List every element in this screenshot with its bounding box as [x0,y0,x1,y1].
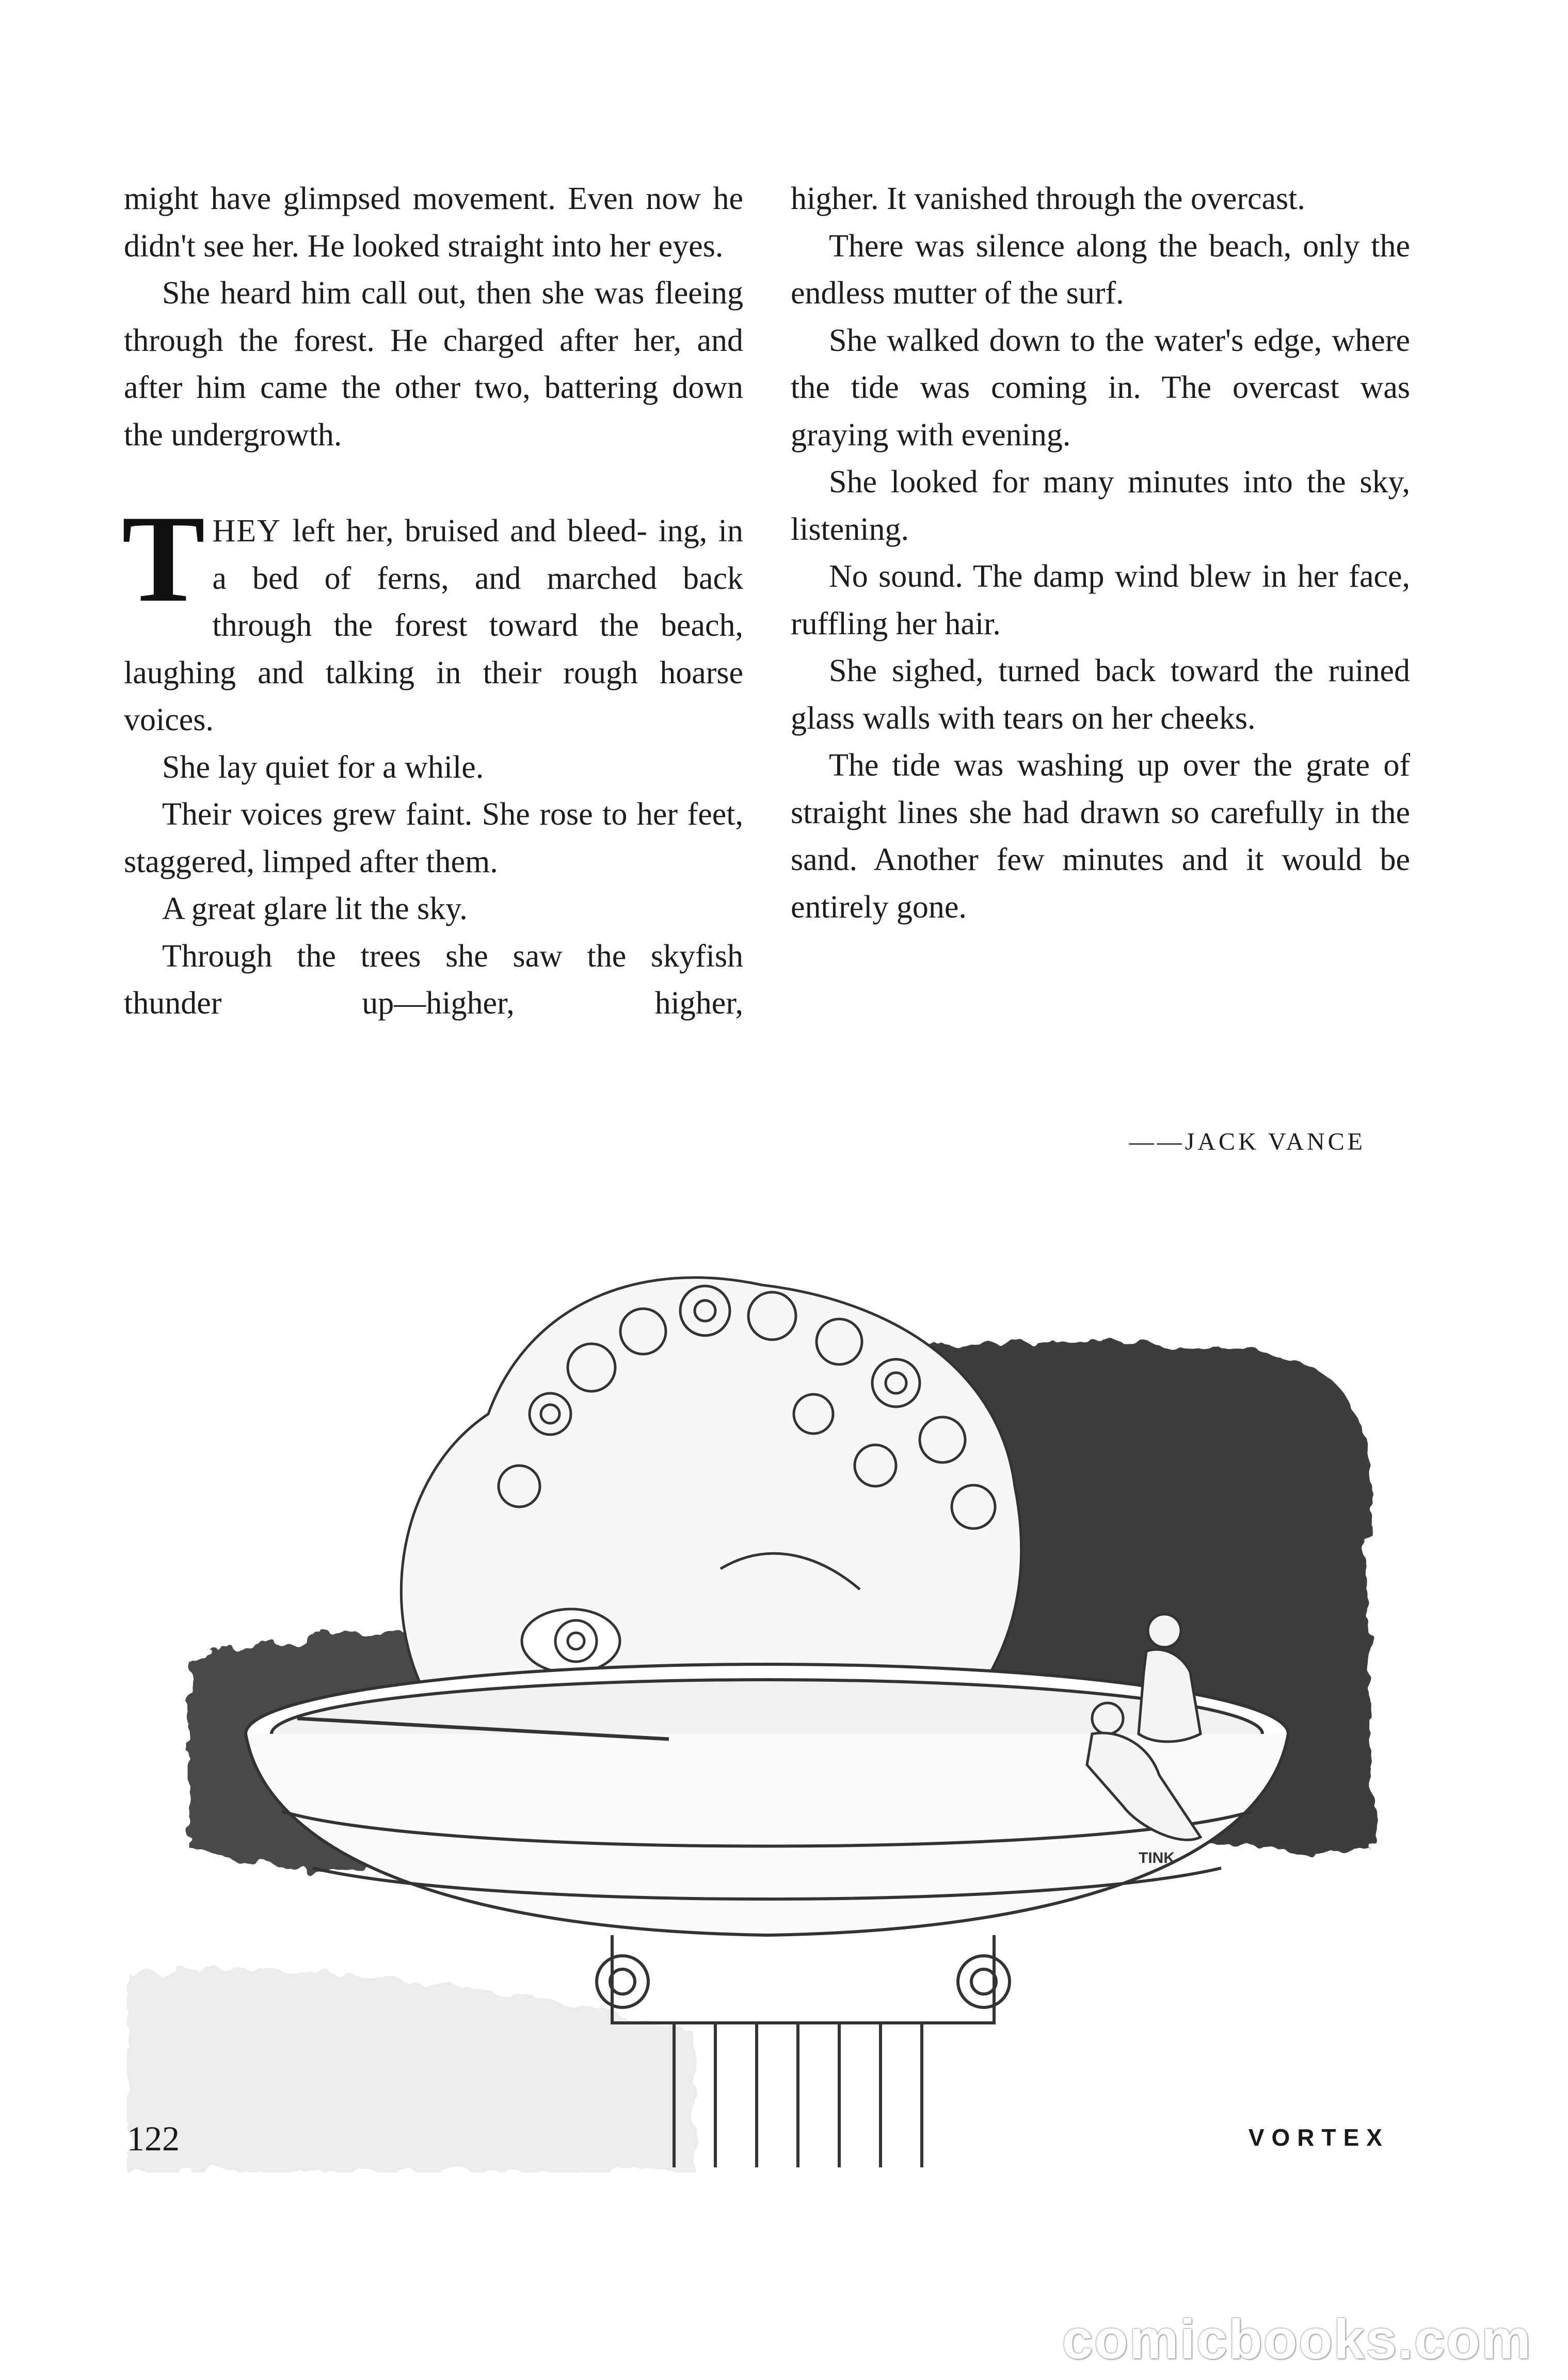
paragraph: might have glimpsed movement. Even now he didn't see her. He looked straight into her eyes. [124,181,743,264]
paragraph: higher. It vanished through the overcast. [791,181,1305,216]
paragraph: She heard him call out, then she was fleeing through the forest. He charged after her, and after him came the other two, battering down the undergrowth. [124,276,743,453]
paragraph: No sound. The damp wind blew in her face, ruffling her hair. [791,559,1410,641]
story-illustration [127,1197,1402,2173]
section-opening-paragraph [122,490,744,744]
paragraph: The tide was washing up over the grate of straight lines she had drawn so carefully in the sand. Another few minutes and it would be entirely gone. [791,748,1410,925]
small-caps-word: HEY [212,513,281,549]
author-byline: ——JACK VANCE [1129,1128,1366,1155]
left-column [124,175,743,1027]
paragraph: Their voices grew faint. She rose to her feet, staggered, limped after them. [124,797,743,879]
paragraph: She lay quiet for a while. [162,749,484,785]
page-number: 122 [127,2119,180,2158]
drop-cap: T [122,490,205,628]
paragraph: She looked for many minutes into the sky, listening. [791,464,1410,547]
paragraph: Through the trees she saw the skyfish thunder up—higher, higher, [124,938,743,1021]
giant-head-drawing [401,1278,1021,1713]
magazine-name: VORTEX [1248,2124,1389,2151]
artist-signature: TINK [1139,1850,1175,1867]
paragraph: There was silence along the beach, only the endless mutter of the surf. [791,228,1410,311]
right-column [791,175,1410,931]
paragraph: She walked down to the water's edge, where the tide was coming in. The overcast was graying with evening. [791,323,1410,453]
lead-text: left her, bruised and bleed- [281,513,648,549]
paragraph: A great glare lit the sky. [162,891,468,926]
paragraph-continuation: ing, in a bed of ferns, and marched back through the forest toward the beach, laughing and talking in their rough hoarse voices. [124,513,744,737]
site-watermark: comicbooks.com [1062,2308,1532,2370]
paragraph: She sighed, turned back toward the ruined glass walls with tears on her cheeks. [791,653,1410,736]
